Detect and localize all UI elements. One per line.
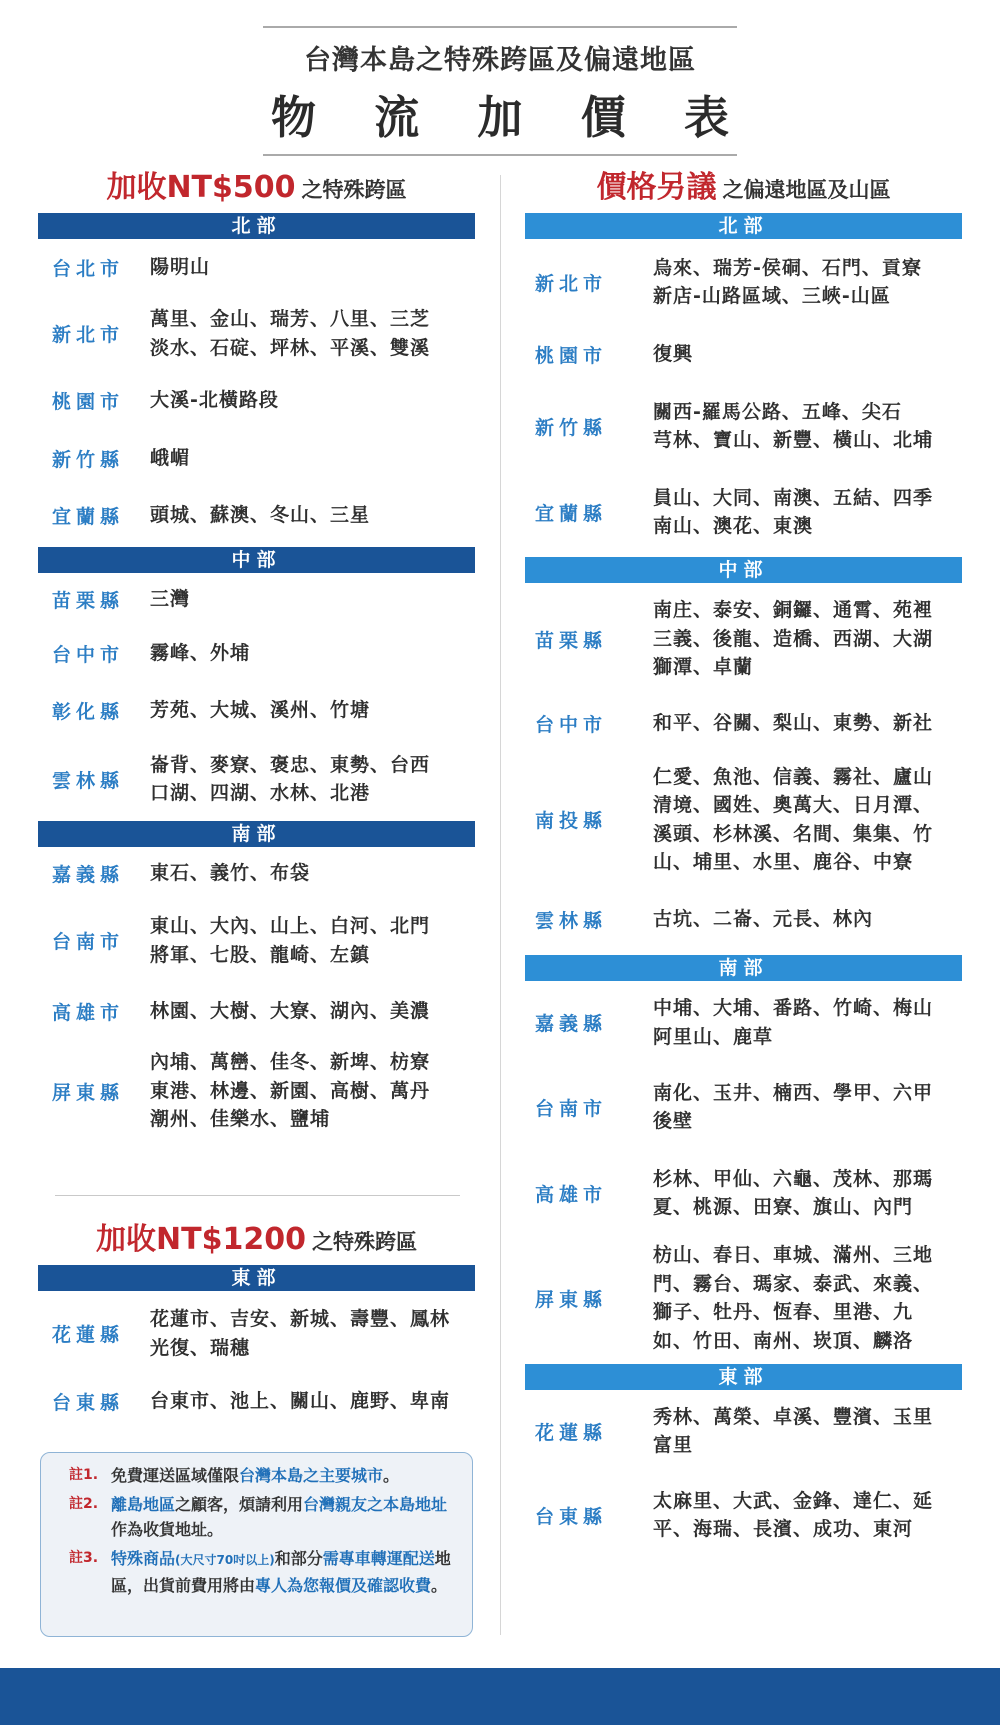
city-name: 苗栗縣: [535, 629, 608, 652]
district-list: [150, 386, 475, 415]
note-text: [111, 1463, 460, 1488]
note-number: 註2.: [69, 1496, 99, 1512]
district-list: [150, 1048, 475, 1134]
header-title-char: 表: [683, 91, 729, 144]
district-list: [653, 340, 962, 369]
table-row: [525, 1150, 962, 1236]
table-row: [525, 1064, 962, 1150]
price-label: 價格另議: [596, 170, 717, 205]
district-line: 峨嵋: [150, 446, 191, 469]
region-bar-central: 中部: [525, 557, 962, 583]
district-list: [150, 585, 475, 614]
price-suffix: 之特殊跨區: [311, 1230, 417, 1254]
note-part: 。: [431, 1576, 448, 1595]
district-line: 員山、大同、南澳、五結、四季: [653, 486, 934, 509]
district-line: 萬里、金山、瑞芳、八里、三芝: [150, 308, 431, 330]
price-label: 加收NT$500: [106, 170, 296, 205]
price-suffix: 之特殊跨區: [301, 178, 407, 202]
district-line: 和平、谷關、梨山、東勢、新社: [653, 712, 934, 735]
note-3: [69, 1546, 460, 1598]
region-bar-central: 中部: [38, 547, 475, 573]
city-name: 桃園市: [535, 344, 608, 367]
city-name: 彰化縣: [52, 701, 125, 723]
left-section-1200: [38, 1220, 475, 1426]
district-line: 中埔、大埔、番路、竹崎、梅山: [653, 997, 934, 1019]
city-name: 屏東縣: [52, 1081, 125, 1104]
section-title-negotiable: [525, 168, 962, 208]
table-row: [38, 1291, 475, 1376]
district-list: [150, 751, 475, 808]
table-row: [525, 695, 962, 752]
district-line: 後壁: [653, 1110, 694, 1132]
district-list: [653, 994, 962, 1051]
region-rows: [525, 583, 962, 952]
district-line: 復興: [653, 342, 694, 365]
city-name: 台中市: [52, 644, 125, 666]
right-section-negotiable: [525, 168, 962, 1558]
district-line: 門、霧台、瑪家、泰武、來義、: [653, 1272, 934, 1295]
region-rows: [38, 847, 475, 1142]
note-part: 地區，出貨前費用將由: [111, 1549, 451, 1595]
notes-box: [40, 1452, 473, 1637]
table-row: [38, 625, 475, 682]
header-bottom-rule: [263, 154, 737, 156]
left-section-500: [38, 168, 475, 1142]
section-separator: [55, 1195, 460, 1196]
district-list: [150, 444, 475, 473]
district-list: [653, 596, 962, 682]
city-name: 新北市: [535, 272, 608, 295]
district-line: 阿里山、鹿草: [653, 1025, 774, 1048]
region-bar-south: 南部: [38, 821, 475, 847]
district-line: 台東市、池上、關山、鹿野、卑南: [150, 1389, 451, 1412]
table-row: [525, 383, 962, 469]
region-rows: [525, 239, 962, 555]
city-name: 花蓮縣: [52, 1324, 125, 1346]
city-name: 雲林縣: [535, 910, 608, 932]
table-row: [38, 296, 475, 371]
note-part: 作為收貨地址。: [111, 1520, 224, 1539]
district-line: 陽明山: [150, 256, 211, 279]
district-line: 東港、林邊、新園、高樹、萬丹: [150, 1079, 431, 1102]
header-title-char: 物: [271, 91, 317, 144]
table-row: [38, 847, 475, 899]
city-name: 苗栗縣: [52, 589, 125, 612]
region-bar-north: 北部: [38, 213, 475, 239]
note-highlight: 台灣親友之本島地址: [303, 1495, 448, 1514]
note-text: [111, 1492, 460, 1542]
region-rows: [38, 573, 475, 819]
district-list: [653, 1487, 962, 1544]
note-part: 之顧客，煩請利用: [175, 1495, 304, 1514]
table-row: [38, 429, 475, 487]
note-text: [111, 1546, 460, 1598]
table-row: [38, 1040, 475, 1142]
district-line: 光復、瑞穗: [150, 1336, 251, 1359]
district-list: [150, 501, 475, 530]
district-list: [653, 484, 962, 541]
district-line: 林園、大樹、大寮、湖內、美濃: [150, 999, 431, 1022]
district-line: 獅子、牡丹、恆春、里港、九: [653, 1301, 914, 1323]
table-row: [38, 239, 475, 296]
section-title-500: [38, 168, 475, 208]
city-name: 台南市: [52, 931, 125, 953]
region-rows: [38, 239, 475, 544]
city-name: 新竹縣: [52, 448, 125, 471]
district-line: 內埔、萬巒、佳冬、新埤、枋寮: [150, 1051, 431, 1074]
district-line: 平、海瑞、長濱、成功、東河: [653, 1518, 914, 1540]
city-name: 台北市: [52, 258, 125, 280]
district-list: [150, 696, 475, 725]
district-list: [150, 1387, 475, 1416]
district-line: 芳苑、大城、溪州、竹塘: [150, 699, 371, 722]
district-line: 南化、玉井、楠西、學甲、六甲: [653, 1081, 934, 1104]
table-row: [525, 583, 962, 695]
district-line: 杉林、甲仙、六龜、茂林、那瑪: [653, 1167, 934, 1190]
city-name: 花蓮縣: [535, 1421, 608, 1444]
district-line: 關西-羅馬公路、五峰、尖石: [653, 400, 902, 423]
district-list: [653, 1241, 962, 1355]
district-line: 南庄、泰安、銅鑼、通霄、苑裡: [653, 599, 934, 622]
district-line: 清境、國姓、奧萬大、日月潭、: [653, 794, 934, 816]
district-list: [653, 1403, 962, 1460]
city-name: 屏東縣: [535, 1288, 608, 1311]
city-name: 台中市: [535, 714, 608, 736]
header-title-char: 價: [580, 91, 626, 144]
city-name: 雲林縣: [52, 769, 125, 792]
district-line: 太麻里、大武、金鋒、達仁、延: [653, 1489, 934, 1512]
district-line: 花蓮市、吉安、新城、壽豐、鳳林: [150, 1308, 451, 1330]
district-line: 口湖、四湖、水林、北港: [150, 782, 371, 804]
region-bar-east: 東部: [38, 1265, 475, 1291]
table-row: [38, 899, 475, 982]
district-line: 如、竹田、南州、崁頂、麟洛: [653, 1329, 914, 1352]
table-row: [525, 887, 962, 952]
district-line: 霧峰、外埔: [150, 642, 251, 665]
note-highlight: 台灣本島之主要城市: [239, 1466, 384, 1485]
city-name: 台東縣: [52, 1391, 125, 1414]
region-rows: [525, 981, 962, 1360]
district-list: [150, 859, 475, 888]
column-divider: [500, 175, 501, 1635]
header-title: [263, 81, 737, 146]
district-list: [150, 305, 475, 362]
price-suffix: 之偏遠地區及山區: [722, 178, 891, 202]
district-list: [150, 912, 475, 969]
district-line: 南山、澳花、東澳: [653, 515, 814, 537]
table-row: [38, 739, 475, 819]
table-row: [525, 469, 962, 555]
table-row: [38, 573, 475, 625]
note-highlight: 離島地區: [111, 1495, 176, 1514]
district-line: 新店-山路區域、三峽-山區: [653, 285, 891, 307]
district-line: 富里: [653, 1434, 694, 1456]
district-line: 夏、桃源、田寮、旗山、內門: [653, 1196, 914, 1218]
city-name: 高雄市: [535, 1183, 608, 1206]
table-row: [525, 752, 962, 887]
note-part: 免費運送區域僅限: [111, 1466, 240, 1485]
city-name: 宜蘭縣: [535, 502, 608, 525]
header-subtitle: 台灣本島之特殊跨區及偏遠地區: [304, 45, 696, 76]
district-line: 三灣: [150, 587, 191, 610]
district-list: [653, 254, 962, 311]
region-bar-north: 北部: [525, 213, 962, 239]
price-label: 加收NT$1200: [96, 1222, 306, 1257]
district-list: [150, 253, 475, 282]
district-line: 枋山、春日、車城、滿州、三地: [653, 1244, 934, 1266]
district-line: 大溪-北橫路段: [150, 388, 279, 411]
district-list: [150, 1305, 475, 1362]
district-line: 淡水、石碇、坪林、平溪、雙溪: [150, 336, 431, 359]
table-row: [525, 1236, 962, 1360]
district-line: 潮州、佳樂水、鹽埔: [150, 1108, 331, 1131]
header-top-rule: [263, 26, 737, 28]
page-header: [263, 26, 737, 156]
note-highlight: (大尺寸70吋以上): [175, 1553, 275, 1567]
city-name: 嘉義縣: [52, 863, 125, 886]
district-line: 古坑、二崙、元長、林內: [653, 908, 874, 931]
table-row: [38, 1376, 475, 1426]
district-line: 東山、大內、山上、白河、北門: [150, 915, 431, 937]
district-line: 仁愛、魚池、信義、霧社、廬山: [653, 765, 934, 788]
table-row: [525, 1390, 962, 1472]
table-row: [525, 325, 962, 383]
district-list: [653, 709, 962, 738]
region-bar-south: 南部: [525, 955, 962, 981]
city-name: 台南市: [535, 1097, 608, 1120]
table-row: [38, 682, 475, 739]
city-name: 新北市: [52, 324, 125, 346]
district-list: [653, 398, 962, 455]
city-name: 桃園市: [52, 390, 125, 413]
table-row: [38, 982, 475, 1040]
district-line: 獅潭、卓蘭: [653, 656, 754, 679]
district-line: 頭城、蘇澳、冬山、三星: [150, 504, 371, 527]
note-highlight: 特殊商品: [111, 1549, 176, 1568]
city-name: 新竹縣: [535, 416, 608, 439]
district-line: 溪頭、杉林溪、名間、集集、竹: [653, 822, 934, 845]
table-row: [38, 487, 475, 544]
district-list: [150, 639, 475, 668]
district-list: [150, 997, 475, 1026]
table-row: [38, 371, 475, 429]
city-name: 南投縣: [535, 810, 608, 832]
district-line: 三義、後龍、造橋、西湖、大湖: [653, 627, 934, 650]
note-2: [69, 1492, 460, 1542]
table-row: [525, 239, 962, 325]
region-bar-east: 東部: [525, 1364, 962, 1390]
note-highlight: 專人為您報價及確認收費: [255, 1576, 432, 1595]
header-title-char: 流: [374, 91, 420, 144]
district-list: [653, 1079, 962, 1136]
note-part: 和部分: [274, 1549, 323, 1568]
note-1: [69, 1463, 460, 1488]
note-part: 。: [383, 1466, 400, 1485]
district-line: 芎林、寶山、新豐、橫山、北埔: [653, 429, 934, 451]
table-row: [525, 1472, 962, 1558]
city-name: 嘉義縣: [535, 1013, 608, 1035]
footer-bar: [0, 1668, 1000, 1725]
district-list: [653, 1165, 962, 1222]
district-line: 崙背、麥寮、褒忠、東勢、台西: [150, 753, 431, 776]
section-title-1200: [38, 1220, 475, 1260]
district-line: 將軍、七股、龍崎、左鎮: [150, 943, 371, 966]
district-line: 秀林、萬榮、卓溪、豐濱、玉里: [653, 1405, 934, 1428]
note-number: 註1.: [69, 1467, 99, 1483]
district-list: [653, 763, 962, 877]
city-name: 高雄市: [52, 1001, 125, 1024]
header-title-char: 加: [477, 91, 523, 144]
district-line: 山、埔里、水里、鹿谷、中寮: [653, 851, 914, 873]
city-name: 宜蘭縣: [52, 506, 125, 528]
district-line: 烏來、瑞芳-侯硐、石門、貢寮: [653, 256, 922, 279]
note-number: 註3.: [69, 1550, 99, 1566]
district-list: [653, 905, 962, 934]
note-highlight: 需專車轉運配送: [322, 1549, 435, 1568]
table-row: [525, 981, 962, 1064]
region-rows: [38, 1291, 475, 1426]
region-rows: [525, 1390, 962, 1558]
district-line: 東石、義竹、布袋: [150, 861, 311, 884]
city-name: 台東縣: [535, 1505, 608, 1528]
